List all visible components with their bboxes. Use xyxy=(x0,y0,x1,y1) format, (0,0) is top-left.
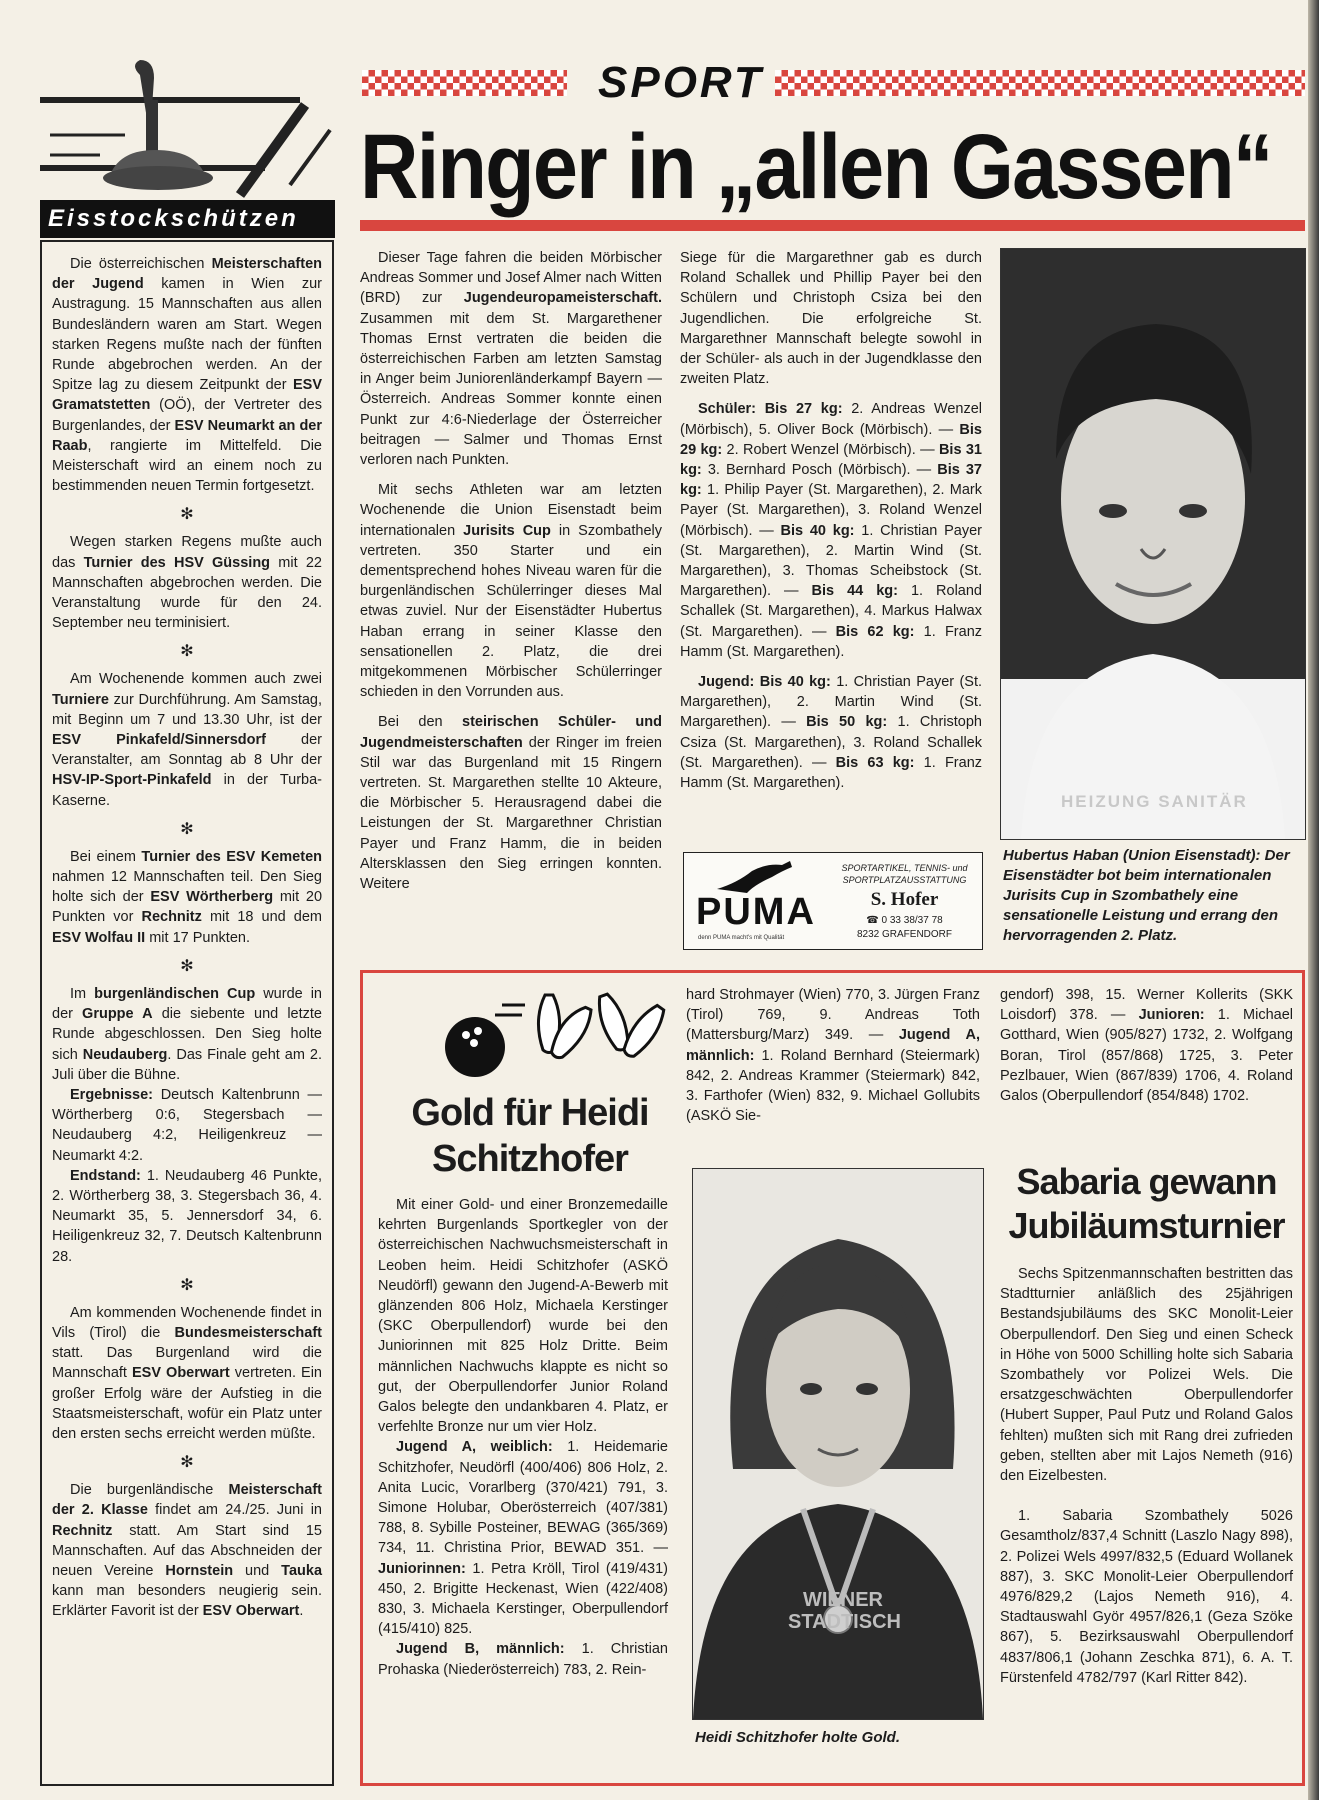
ad-line2: SPORTPLATZAUSSTATTUNG xyxy=(842,875,967,885)
ad-brand: PUMA xyxy=(696,891,816,933)
sabaria-headline xyxy=(1000,1160,1293,1248)
photo-hubertus-haban xyxy=(1000,248,1306,840)
separator: ✻ xyxy=(180,1276,194,1294)
results-sabaria: 1. Sabaria Szombathely 5026 Gesamtholz/837,4 Schnitt (Laszlo Nagy 898), 2. Polizei Wels 4997/832,5 (Eduard Wollanek 887), 3. SKC Monolit-Leier Oberpullendorf 4976/829,2 (Lajos Nemeth 916), 4. Stadtauswahl Györ 4957/826,1 (Geza Szöke 867), 5. Bezirksauswahl Oberpullendorf 4837/806,1 (Johann Zeschka 871), 6. A. T. Fürstenfeld 4782/797 (Karl Ritter 842). xyxy=(1000,1508,1293,1686)
puma-cat-icon xyxy=(712,861,802,893)
portrait-image xyxy=(693,1169,983,1719)
paragraph: hard Strohmayer (Wien) 770, 3. Jürgen Franz (Tirol) 769, 9. Andreas Toth (Mattersburg/Marz) 349. — Jugend A, männlich: 1. Roland Bernhard (Steiermark) 842, 2. Andreas Krammer (Steiermark) 842, 3. Farthofer (Wien) 832, 9. Michael Gollubits (ASKÖ Sie- xyxy=(686,987,980,1125)
paragraph: Endstand: 1. Neudauberg 46 Punkte, 2. Wörtherberg 38, 3. Stegersbach 36, 4. Neumarkt 35, 5. Jennersdorf 34, 6. Heiligenkreuz 32, 7. Deutsch Kaltenbrunn 28. xyxy=(52,1167,322,1265)
photo-heidi-schitzhofer xyxy=(692,1168,984,1720)
main-headline: Ringer in „allen Gassen“ xyxy=(360,116,1272,218)
separator: ✻ xyxy=(180,957,194,975)
headline-rule xyxy=(360,220,1305,231)
photo-caption-heidi: Heidi Schitzhofer holte Gold. xyxy=(695,1729,901,1746)
paragraph: Am Wochenende kommen auch zwei Turniere zur Durchführung. Am Samstag, mit Beginn um 7 und 13.30 Uhr, ist der ESV Pinkafeld/Sinnersdorf der Veranstalter, am Sonntag ab 8 Uhr der HSV-IP-Sport-Pinkafeld in der Turba-Kaserne. xyxy=(52,671,322,809)
results-jugend-b-maennlich: Jugend B, männlich: 1. Christian Prohaska (Niederösterreich) 783, 2. Rein- xyxy=(378,1641,668,1678)
curling-stone-icon xyxy=(40,60,335,200)
eisstock-body xyxy=(52,254,322,1622)
ad-name: S. Hofer xyxy=(870,889,939,910)
paragraph: Die burgenländische Meisterschaft der 2. Klasse findet am 24./25. Juni in Rechnitz statt. Am Start sind 15 Mannschaften. Auf das Abschneiden der neuen Vereine Hornstein und Tauka kann man besonders neugierig sein. Erklärter Favorit ist der ESV Oberwart. xyxy=(52,1482,323,1620)
eisstock-article xyxy=(40,240,334,1786)
ad-line1: SPORTARTIKEL, TENNIS- und xyxy=(841,863,968,873)
portrait-image xyxy=(1001,249,1305,839)
checker-band-right xyxy=(775,70,1305,96)
sabaria-headline-line1: Sabaria gewann xyxy=(1016,1161,1277,1202)
separator: ✻ xyxy=(180,820,194,838)
results-jugend: Jugend: Bis 40 kg: 1. Christian Payer (St. Margarethen), 2. Martin Wind (St. Margarethen). — Bis 50 kg: 1. Christoph Csiza (St. Margarethen), 3. Roland Schallek (St. Margarethen). — Bis 63 kg: 1. Franz Hamm (St. Margarethen). xyxy=(680,674,983,792)
paragraph: Dieser Tage fahren die beiden Mörbischer Andreas Sommer und Josef Almer nach Witten (BRD) zur Jugendeuropameisterschaft. Zusammen mit dem St. Margarethener Thomas Ernst vertraten die beiden die österreichischen Farben am letzten Samstag in Anger beim Juniorenländerkampf Bayern — Österreich. Andreas Sommer konnte einen Punkt zur 4:6-Niederlage der Österreicher beitragen — Salmer und Thomas Ernst verloren nach Punkten. xyxy=(360,250,662,469)
paragraph: Im burgenländischen Cup wurde in der Gruppe A die siebente und letzte Runde abgeschlossen. Den Sieg holte sich Neudauberg. Das Finale geht am 2. Juli über die Bühne. xyxy=(52,985,322,1083)
results-schueler: Schüler: Bis 27 kg: 2. Andreas Wenzel (Mörbisch), 5. Oliver Bock (Mörbisch). — Bis 29 kg: 2. Robert Wenzel (Mörbisch). — Bis 31 kg: 3. Bernhard Posch (Mörbisch). — Bis 37 kg: 1. Philip Payer (St. Margarethen), 2. Mark Payer (St. Margarethen), 3. Roland Wenzel (Mörbisch). — Bis 40 kg: 1. Christian Payer (St. Margarethen), 2. Martin Wind (St. Margarethen), 3. Thomas Scheibstock (St. Margarethen). — Bis 44 kg: 1. Roland Schallek (St. Margarethen), 4. Markus Halwax (St. Margarethen). — Bis 62 kg: 1. Franz Hamm (St. Margarethen). xyxy=(680,401,983,660)
separator: ✻ xyxy=(180,506,194,524)
paragraph: Ergebnisse: Deutsch Kaltenbrunn — Wörtherberg 0:6, Stegersbach — Neudauberg 4:2, Heiligenkreuz — Neumarkt 4:2. xyxy=(52,1086,322,1164)
paragraph: gendorf) 398, 15. Werner Kollerits (SKK Loisdorf) 378. — Junioren: 1. Michael Gotthard, Wien (905/827) 1732, 2. Wolfgang Boran, Tirol (857/868) 1725, 3. Peter Pezlbauer, Wien (867/839) 1706, 4. Roland Galos (Oberpullendorf (854/848) 1702. xyxy=(1000,987,1293,1105)
paragraph: Die österreichischen Meisterschaften der Jugend kamen in Wien zur Austragung. 15 Mannschaften aus allen Bundesländern waren am Start. Wegen starken Regens mußte nach der fünften Runde abgebrochen werden. An der Spitze lag zu diesem Zeitpunkt der ESV Gramatstetten (OÖ), der Vertreter des Burgenlandes, der ESV Neumarkt an der Raab, rangierte im Mittelfeld. Die Meisterschaft wird an einem noch zu bestimmenden neuen Termin fortgesetzt. xyxy=(52,256,323,495)
paragraph: Wegen starken Regens mußte auch das Turnier des HSV Güssing mit 22 Mannschaften abgebrochen werden. Die Veranstaltung wurde für den 24. September neu terminisiert. xyxy=(52,534,322,632)
ad-brand-sub: denn PUMA macht's mit Qualität xyxy=(698,935,785,941)
ringer-column-2 xyxy=(680,248,982,803)
kegeln-headline-line2: Schitzhofer xyxy=(432,1138,628,1180)
checker-band-left xyxy=(362,70,567,96)
photo-caption-haban: Hubertus Haban (Union Eisenstadt): Der Eisenstädter bot beim internationalen Jurisits Cup in Szombathely eine sensationelle Leistung und errang den hervorragenden 2. Platz. xyxy=(1003,847,1290,944)
bowling-pins-icon xyxy=(430,985,670,1080)
paragraph: Mit einer Gold- und einer Bronzemedaille kehrten Burgenlands Sportkegler von der österreichischen Nachwuchsmeisterschaft in Leoben heim. Heidi Schitzhofer (ASKÖ Neudörfl) gewann den Jugend-A-Bewerb mit glänzenden 806 Holz, Michaela Kerstinger (SKC Oberpullendorf) wurde bei den Juniorinnen mit 825 Holz Dritte. Beim männlichen Nachwuchs klappte es nicht so gut, der Oberpullendorfer Junior Roland Galos belegte den undankbaren 4. Platz, er verfehlte Bronze nur um vier Holz. xyxy=(378,1197,668,1436)
ad-puma-hofer xyxy=(683,852,983,950)
eisstock-title: Eisstockschützen xyxy=(48,205,299,232)
kegeln-column-1 xyxy=(378,1195,668,1690)
paragraph: Bei einem Turnier des ESV Kemeten nahmen 12 Mannschaften teil. Den Sieg holte sich der ESV Wörtherberg mit 20 Punkten vor Rechnitz mit 18 und dem ESV Wolfau II mit 17 Punkten. xyxy=(52,848,323,946)
results-jugend-a-weiblich: Jugend A, weiblich: 1. Heidemarie Schitzhofer, Neudörfl (400/406) 806 Holz, 2. Anita Lucic, Vorarlberg (370/421) 791, 3. Simone Holubar, Oberösterreich (407/381) 788, 8. Sybille Posteiner, BEWAG (365/369) 734, 11. Christina Prior, BEWAD 351. — Juniorinnen: 1. Petra Kröll, Tirol (419/431) 450, 2. Brigitte Heckenast, Wien (422/408) 830, 3. Michaela Kerstinger, Oberpullendorf (415/410) 825. xyxy=(378,1439,668,1638)
separator: ✻ xyxy=(180,643,194,661)
paragraph: Bei den steirischen Schüler- und Jugendmeisterschaften der Ringer im freien Stil war das Burgenland mit 15 Ringern vertreten. St. Margarethen stellte 10 Akteure, die Mörbischer 5. Herausragend dabei die Leistungen der St. Margarethner Christian Payer und Franz Hamm, die in beiden Altersklassen den Sieg erringen konnten. Weitere xyxy=(360,714,662,893)
sabaria-column xyxy=(1000,1264,1293,1698)
ad-phone: ☎ 0 33 38/37 78 xyxy=(866,915,943,926)
shirt-print: HEIZUNG SANITÄR xyxy=(1061,792,1248,811)
kegeln-headline xyxy=(395,1090,665,1182)
ringer-column-1 xyxy=(360,248,662,904)
eisstock-logo xyxy=(40,60,335,240)
separator: ✻ xyxy=(180,1454,194,1472)
paragraph: Siege für die Margarethner gab es durch Roland Schallek und Phillip Payer bei den Schülern und Christoph Csiza bei den Jugendlichen. Die erfolgreiche St. Margarethner Mannschaft belegte sowohl in der Schüler- als auch in der Jugendklasse den zweiten Platz. xyxy=(680,250,982,388)
shirt-print: WIENER STADTISCH xyxy=(788,1589,901,1633)
sabaria-headline-line2: Jubiläumsturnier xyxy=(1008,1205,1285,1246)
section-label: SPORT xyxy=(598,58,764,107)
page-edge xyxy=(1308,0,1319,1800)
paragraph: Mit sechs Athleten war am letzten Wochenende die Union Eisenstadt beim internationalen Jurisits Cup in Szombathely vertreten. 350 Starter und ein dementsprechend hohes Niveau waren für die burgenländischen Schülerringer dieses Mal etwas zuviel. Nur der Eisenstädter Hubertus Haban errang in seiner Klasse den sensationellen 2. Platz, die drei mitgekommenen Mörbischer Schülerringer schieden in den Vorrunden aus. xyxy=(360,482,662,701)
bowling-logo xyxy=(430,985,670,1080)
section-title-bar xyxy=(40,200,335,238)
ad-city: 8232 GRAFENDORF xyxy=(856,929,953,940)
kegeln-headline-line1: Gold für Heidi xyxy=(411,1092,649,1134)
paragraph: Am kommenden Wochenende findet in Vils (Tirol) die Bundesmeisterschaft statt. Das Burgenland wird die Mannschaft ESV Oberwart vertreten. Ein großer Erfolg wäre der Aufstieg in die Staatsmeisterschaft, wofür ein Platz unter den ersten sechs erreicht werden müßte. xyxy=(52,1304,322,1442)
kegeln-column-2 xyxy=(686,985,980,1136)
kegeln-column-3 xyxy=(1000,985,1293,1116)
paragraph: Sechs Spitzenmannschaften bestritten das Stadtturnier anläßlich des 25jährigen Bestandsjubiläums des SKC Monolit-Leier Oberpullendorf. Den Sieg und einen Scheck in Höhe von 5000 Schilling holte sich Sabaria Szombathely vor Polizei Wels. Die ersatzgeschwächten Oberpullendorfer (Hubert Supper, Paul Putz und Roland Galos fehlten) mußten sich mit Rang drei zufrieden geben, stellten aber mit Lajos Nemeth (916) den Eizelbesten. xyxy=(1000,1266,1293,1485)
